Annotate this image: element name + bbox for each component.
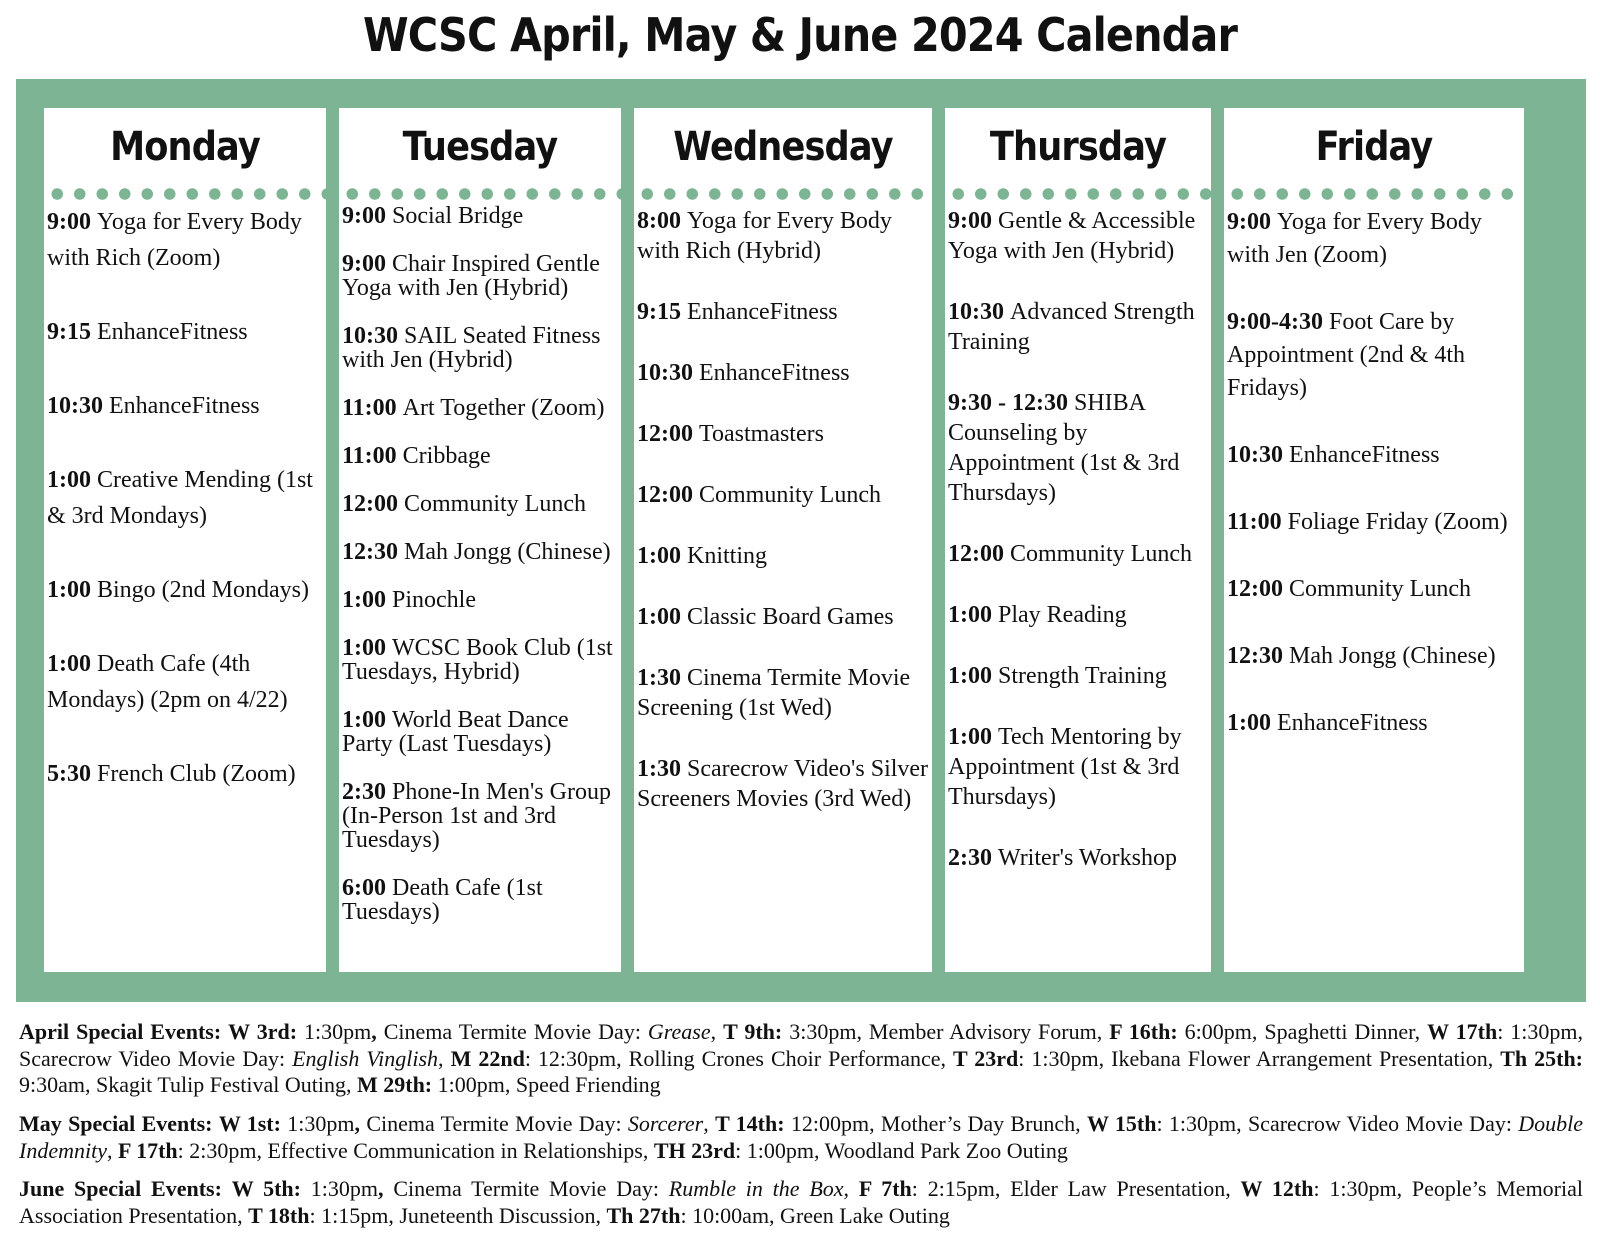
event-text: Classic Board Games [687, 604, 894, 630]
event-time: 1:00 [637, 604, 681, 630]
event-item [342, 876, 621, 924]
dotted-divider [945, 187, 1211, 201]
special-events-label: June Special Events: [19, 1176, 222, 1201]
event-text: Foliage Friday (Zoom) [1287, 509, 1508, 535]
day-column-thursday [945, 108, 1211, 972]
event-time: 12:30 [342, 539, 398, 565]
event-text: Phone-In Men's Group (In-Person 1st and 3rd Tuesdays) [342, 779, 611, 853]
event-item [47, 314, 326, 350]
event-day: W 15th [1087, 1111, 1157, 1136]
day-heading: Monday [110, 124, 260, 170]
event-item [948, 206, 1211, 266]
event-time: 12:30 [1227, 643, 1283, 669]
event-text: Pinochle [392, 587, 476, 613]
event-detail: : 1:30pm, Scarecrow Video Movie Day: [19, 1019, 1584, 1071]
event-text: Mah Jongg (Chinese) [404, 539, 611, 565]
event-time: 1:00 [47, 467, 91, 493]
day-heading: Tuesday [402, 124, 558, 170]
event-item [637, 602, 932, 632]
event-text: EnhanceFitness [109, 393, 260, 419]
day-heading: Wednesday [673, 124, 893, 170]
event-time: 9:00 [1227, 209, 1271, 235]
event-time: 9:00 [342, 251, 386, 277]
event-item [342, 492, 621, 516]
event-time: 2:30 [948, 845, 992, 871]
event-list [342, 204, 621, 948]
event-time: 5:30 [47, 761, 91, 787]
event-item [342, 324, 621, 372]
event-separator: , [371, 1019, 384, 1044]
event-item [637, 419, 932, 449]
event-time: 1:00 [1227, 710, 1271, 736]
day-heading: Friday [1315, 124, 1433, 170]
movie-title: English Vinglish [292, 1045, 439, 1071]
event-detail: 3:30pm, Member Advisory Forum, [782, 1019, 1110, 1044]
special-events-label: April Special Events: [19, 1019, 222, 1044]
event-list [47, 204, 326, 830]
event-time: 1:00 [342, 587, 386, 613]
event-separator: , [378, 1176, 394, 1201]
event-item [342, 588, 621, 612]
event-separator: , [843, 1176, 859, 1201]
event-text: Community Lunch [1289, 576, 1471, 602]
event-time: 1:00 [948, 724, 992, 750]
event-detail: Cinema Termite Movie Day: [383, 1019, 648, 1044]
event-time: 8:00 [637, 208, 681, 234]
event-text: SAIL Seated Fitness with Jen (Hybrid) [342, 323, 601, 373]
event-item [637, 297, 932, 327]
event-time: 6:00 [342, 875, 386, 901]
dotted-divider [339, 187, 621, 201]
event-item [637, 358, 932, 388]
event-item [342, 780, 621, 852]
event-item [47, 204, 326, 276]
movie-title: Grease [647, 1019, 711, 1044]
event-text: Yoga for Every Body with Rich (Zoom) [47, 209, 302, 271]
special-events-june [19, 1176, 1583, 1229]
event-day: F 16th: [1109, 1019, 1178, 1044]
event-time: 10:30 [637, 360, 693, 386]
event-time: 10:30 [342, 323, 398, 349]
dotted-divider [44, 187, 326, 201]
event-item [637, 754, 932, 814]
event-time: 11:00 [342, 443, 397, 469]
event-time: 9:30 - 12:30 [948, 390, 1068, 416]
event-text: EnhanceFitness [699, 360, 850, 386]
event-item [637, 480, 932, 510]
event-item [948, 297, 1211, 357]
event-text: Tech Mentoring by Appointment (1st & 3rd Thursdays) [948, 724, 1182, 810]
event-time: 9:00-4:30 [1227, 309, 1323, 335]
event-detail: : 1:30pm, Scarecrow Video Movie Day: [1156, 1111, 1519, 1136]
event-separator: , [438, 1045, 451, 1071]
event-item [948, 600, 1211, 630]
event-text: EnhanceFitness [687, 299, 838, 325]
event-day: M 29th: [356, 1072, 433, 1097]
event-text: Foot Care by Appointment (2nd & 4th Fridays) [1227, 309, 1465, 401]
event-time: 1:00 [342, 707, 386, 733]
event-text: Yoga for Every Body with Jen (Zoom) [1227, 209, 1482, 268]
event-time: 2:30 [342, 779, 386, 805]
dotted-divider [1224, 187, 1524, 201]
event-item [1227, 506, 1524, 539]
event-item [948, 661, 1211, 691]
event-day: W 3rd: [228, 1019, 298, 1044]
event-text: EnhanceFitness [97, 319, 248, 345]
event-detail: 6:00pm, Spaghetti Dinner, [1177, 1019, 1428, 1044]
event-text: Community Lunch [1010, 541, 1192, 567]
event-time: 10:30 [948, 299, 1004, 325]
event-text: Cinema Termite Movie Screening (1st Wed) [637, 665, 911, 721]
event-time: 1:00 [637, 543, 681, 569]
event-item [948, 843, 1211, 873]
event-text: Advanced Strength Training [948, 299, 1195, 355]
event-text: Social Bridge [392, 203, 524, 229]
event-separator: , [703, 1111, 716, 1136]
event-time: 1:00 [47, 577, 91, 603]
event-day: T 9th: [723, 1019, 783, 1044]
event-time: 11:00 [1227, 509, 1282, 535]
event-item [342, 204, 621, 228]
special-events-label: May Special Events: [19, 1111, 213, 1136]
event-item [1227, 573, 1524, 606]
special-events-april [19, 1019, 1583, 1099]
event-time: 11:00 [342, 395, 397, 421]
event-list [1227, 206, 1524, 774]
event-detail: 1:30pm [297, 1019, 372, 1044]
movie-title: Rumble in the Box [668, 1176, 844, 1201]
event-item [948, 388, 1211, 508]
event-detail: 12:00pm, Mother’s Day Brunch, [784, 1111, 1087, 1136]
event-text: Creative Mending (1st & 3rd Mondays) [47, 467, 313, 529]
event-time: 12:00 [1227, 576, 1283, 602]
event-time: 1:00 [948, 663, 992, 689]
event-text: Death Cafe (1st Tuesdays) [342, 875, 543, 925]
event-item [342, 444, 621, 468]
event-text: EnhanceFitness [1277, 710, 1428, 736]
event-detail: : 10:00am, Green Lake Outing [680, 1202, 950, 1228]
event-item [342, 708, 621, 756]
event-day: Th 27th [606, 1202, 681, 1228]
event-text: Play Reading [998, 602, 1127, 628]
event-separator: , [710, 1019, 724, 1044]
event-day: TH 23rd [653, 1137, 736, 1163]
event-item [47, 462, 326, 534]
event-detail: : 2:30pm, Effective Communication in Relationships, [177, 1137, 654, 1163]
event-item [1227, 707, 1524, 740]
movie-title: Sorcerer [627, 1111, 704, 1136]
event-detail: : 1:30pm, People’s Memorial Association Presentation, [19, 1176, 1583, 1228]
event-detail: : 2:15pm, Elder Law Presentation, [911, 1176, 1241, 1201]
event-detail: : 1:30pm, Ikebana Flower Arrangement Presentation, [1018, 1045, 1501, 1071]
event-item [637, 206, 932, 266]
page-title: WCSC April, May & June 2024 Calendar [363, 8, 1237, 62]
event-time: 10:30 [1227, 442, 1283, 468]
event-text: Community Lunch [404, 491, 586, 517]
event-separator: , [106, 1137, 118, 1163]
event-day: W 1st: [218, 1111, 281, 1136]
event-time: 1:00 [948, 602, 992, 628]
event-day: F 17th [117, 1137, 178, 1163]
event-separator: , [354, 1111, 367, 1136]
event-day: T 23rd [953, 1045, 1019, 1071]
event-text: Bingo (2nd Mondays) [97, 577, 309, 603]
event-text: SHIBA Counseling by Appointment (1st & 3rd Thursdays) [948, 390, 1180, 506]
event-day: M 22nd [450, 1045, 525, 1071]
event-time: 9:00 [47, 209, 91, 235]
event-text: Scarecrow Video's Silver Screeners Movies (3rd Wed) [637, 756, 929, 812]
event-detail: Cinema Termite Movie Day: [366, 1111, 628, 1136]
event-item [948, 722, 1211, 812]
event-item [1227, 640, 1524, 673]
event-item [637, 663, 932, 723]
event-detail: 1:30pm [280, 1111, 355, 1136]
day-column-monday [44, 108, 326, 972]
event-text: Knitting [687, 543, 768, 569]
event-detail: Cinema Termite Movie Day: [393, 1176, 669, 1201]
event-text: Toastmasters [699, 421, 824, 447]
event-time: 12:00 [948, 541, 1004, 567]
event-item [342, 396, 621, 420]
event-time: 1:30 [637, 665, 681, 691]
event-time: 9:00 [948, 208, 992, 234]
event-text: French Club (Zoom) [97, 761, 296, 787]
event-detail: 1:00pm, Speed Friending [432, 1072, 661, 1097]
calendar-frame [16, 79, 1586, 1002]
day-column-tuesday [339, 108, 621, 972]
event-day: W 12th [1240, 1176, 1314, 1201]
event-time: 9:15 [637, 299, 681, 325]
event-day: Th 25th: [1500, 1045, 1584, 1071]
event-time: 9:15 [47, 319, 91, 345]
event-item [1227, 306, 1524, 405]
event-item [948, 539, 1211, 569]
event-text: Strength Training [998, 663, 1167, 689]
event-text: Gentle & Accessible Yoga with Jen (Hybrid) [948, 208, 1196, 264]
event-text: Yoga for Every Body with Rich (Hybrid) [637, 208, 892, 264]
event-text: Art Together (Zoom) [402, 395, 605, 421]
event-day: T 18th [248, 1202, 310, 1228]
event-time: 1:30 [637, 756, 681, 782]
event-time: 12:00 [637, 482, 693, 508]
event-item [342, 636, 621, 684]
event-item [47, 756, 326, 792]
event-item [1227, 439, 1524, 472]
event-text: Cribbage [402, 443, 491, 469]
event-day: F 7th [858, 1176, 912, 1201]
event-detail: : 12:30pm, Rolling Crones Choir Performance, [524, 1045, 954, 1071]
event-item [637, 541, 932, 571]
event-time: 9:00 [342, 203, 386, 229]
event-time: 12:00 [342, 491, 398, 517]
event-time: 1:00 [342, 635, 386, 661]
event-time: 12:00 [637, 421, 693, 447]
event-day: W 5th: [231, 1176, 301, 1201]
special-events-may [19, 1111, 1583, 1164]
event-day: T 14th: [715, 1111, 785, 1136]
event-time: 1:00 [47, 651, 91, 677]
event-item [47, 572, 326, 608]
event-list [948, 206, 1211, 904]
event-text: World Beat Dance Party (Last Tuesdays) [342, 707, 569, 757]
event-text: EnhanceFitness [1289, 442, 1440, 468]
event-text: Writer's Workshop [998, 845, 1177, 871]
event-detail: 1:30pm [301, 1176, 379, 1201]
event-item [47, 646, 326, 718]
event-detail: 9:30am, Skagit Tulip Festival Outing, [19, 1072, 357, 1097]
event-item [342, 252, 621, 300]
event-text: Chair Inspired Gentle Yoga with Jen (Hybrid) [342, 251, 600, 301]
event-text: Death Cafe (4th Mondays) (2pm on 4/22) [47, 651, 288, 713]
movie-title: Double Indemnity [19, 1111, 1584, 1163]
event-list [637, 206, 932, 845]
day-heading: Thursday [989, 124, 1167, 170]
day-column-wednesday [634, 108, 932, 972]
event-text: Community Lunch [699, 482, 881, 508]
day-column-friday [1224, 108, 1524, 972]
event-item [342, 540, 621, 564]
event-item [1227, 206, 1524, 272]
event-text: Mah Jongg (Chinese) [1289, 643, 1496, 669]
event-time: 10:30 [47, 393, 103, 419]
dotted-divider [634, 187, 932, 201]
event-detail: : 1:00pm, Woodland Park Zoo Outing [735, 1137, 1068, 1163]
event-text: WCSC Book Club (1st Tuesdays, Hybrid) [342, 635, 613, 685]
event-item [47, 388, 326, 424]
event-day: W 17th [1427, 1019, 1498, 1044]
event-detail: : 1:15pm, Juneteenth Discussion, [309, 1202, 607, 1228]
